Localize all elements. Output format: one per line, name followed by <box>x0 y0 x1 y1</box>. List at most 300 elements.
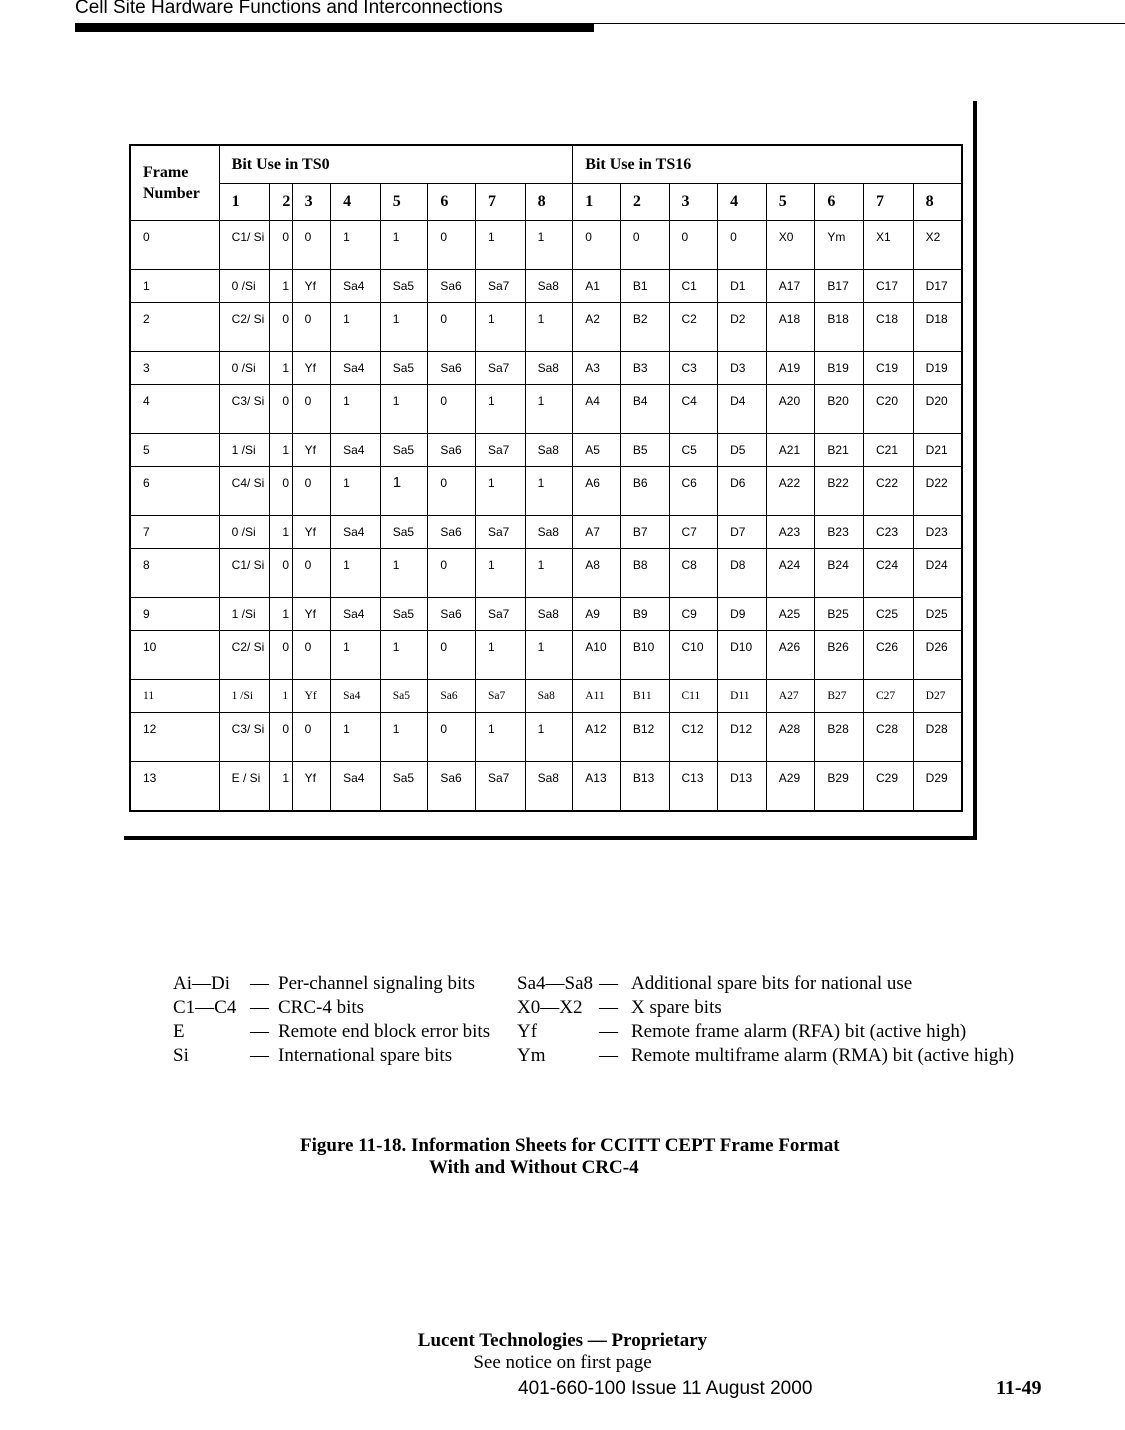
ts0-header: Bit Use in TS0 <box>219 145 573 184</box>
bit-cell: C9 <box>669 598 718 631</box>
bit-cell: Sa8 <box>525 434 573 467</box>
bit-cell: C1/ Si <box>219 549 270 598</box>
bit-cell: B28 <box>815 713 864 762</box>
legend-abbr2: X0—X2 <box>517 997 583 1018</box>
bit-cell: A4 <box>573 385 621 434</box>
table-row <box>130 303 962 352</box>
bit-cell: A2 <box>573 303 621 352</box>
bit-cell: 1 <box>475 221 525 270</box>
table-row <box>130 713 962 762</box>
frame-number-cell: 12 <box>130 713 219 762</box>
legend-abbr1: Si <box>173 1045 189 1066</box>
legend-dash1: — <box>250 1021 269 1042</box>
frame-header-line1: Frame <box>143 164 189 181</box>
bit-cell: 1 /Si <box>219 598 270 631</box>
bit-cell: 0 <box>573 221 621 270</box>
table-row <box>130 434 962 467</box>
bit-number-header: 1 <box>219 184 270 221</box>
bit-cell: D28 <box>913 713 962 762</box>
bit-cell: C6 <box>669 467 718 516</box>
frame-number-cell: 9 <box>130 598 219 631</box>
bit-cell: Sa6 <box>428 598 476 631</box>
bit-cell: 1 <box>525 303 573 352</box>
bit-cell: A22 <box>766 467 815 516</box>
bit-cell: 1 <box>380 385 428 434</box>
bit-cell: A13 <box>573 762 621 811</box>
bit-cell: D7 <box>718 516 767 549</box>
bit-cell: B11 <box>620 680 669 713</box>
legend-abbr2: Ym <box>517 1045 546 1066</box>
bit-cell: Yf <box>292 434 331 467</box>
bit-cell: 1 <box>331 713 381 762</box>
bit-cell: B8 <box>620 549 669 598</box>
frame-number-cell: 10 <box>130 631 219 680</box>
bit-cell: 1 <box>270 434 292 467</box>
bit-cell: C13 <box>669 762 718 811</box>
bit-cell: Yf <box>292 352 331 385</box>
bit-cell: C22 <box>864 467 914 516</box>
bit-cell: Yf <box>292 598 331 631</box>
bit-cell: C26 <box>864 631 914 680</box>
bit-cell: A9 <box>573 598 621 631</box>
bit-cell: C17 <box>864 270 914 303</box>
bit-cell: 0 <box>292 713 331 762</box>
bit-cell: C2/ Si <box>219 631 270 680</box>
bit-cell: C8 <box>669 549 718 598</box>
bit-cell: Ym <box>815 221 864 270</box>
bit-cell: B26 <box>815 631 864 680</box>
table-row <box>130 631 962 680</box>
bit-cell: 1 <box>380 221 428 270</box>
bit-cell: C10 <box>669 631 718 680</box>
bit-cell: B24 <box>815 549 864 598</box>
bit-cell: B17 <box>815 270 864 303</box>
frame-number-cell: 7 <box>130 516 219 549</box>
bit-cell: C1 <box>669 270 718 303</box>
bit-number-header: 8 <box>525 184 573 221</box>
bit-cell: Sa7 <box>475 762 525 811</box>
bit-number-header-row <box>130 184 962 221</box>
bit-cell: Sa7 <box>475 598 525 631</box>
bit-cell: 1 <box>331 303 381 352</box>
bit-cell: Sa8 <box>525 352 573 385</box>
bit-cell: 1 <box>331 467 381 516</box>
legend-abbr1: E <box>173 1021 185 1042</box>
bit-cell: 1 <box>380 303 428 352</box>
figure-frame-right-border <box>973 101 977 840</box>
bit-cell: Sa6 <box>428 270 476 303</box>
footer-company: Lucent Technologies — Proprietary <box>417 1330 708 1351</box>
bit-cell: 1 <box>475 467 525 516</box>
bit-cell: D25 <box>913 598 962 631</box>
bit-cell: 0 <box>428 221 476 270</box>
figure-caption-line2: With and Without CRC-4 <box>429 1157 639 1178</box>
bit-cell: A25 <box>766 598 815 631</box>
bit-cell: A24 <box>766 549 815 598</box>
bit-cell: E / Si <box>219 762 270 811</box>
bit-cell: B7 <box>620 516 669 549</box>
bit-cell: 0 <box>292 385 331 434</box>
footer-notice: See notice on first page <box>473 1352 652 1373</box>
bit-cell: D21 <box>913 434 962 467</box>
table-row <box>130 385 962 434</box>
bit-cell: A23 <box>766 516 815 549</box>
header-rule-thick <box>75 24 594 32</box>
bit-number-header: 4 <box>718 184 767 221</box>
bit-cell: 0 <box>428 631 476 680</box>
table-row <box>130 221 962 270</box>
bit-cell: D9 <box>718 598 767 631</box>
legend-dash1: — <box>250 1045 269 1066</box>
bit-cell: C11 <box>669 680 718 713</box>
bit-cell: 1 <box>525 467 573 516</box>
bit-cell: C4 <box>669 385 718 434</box>
bit-cell: 1 <box>270 680 292 713</box>
bit-cell: C7 <box>669 516 718 549</box>
bit-cell: Yf <box>292 270 331 303</box>
bit-cell: Sa7 <box>475 270 525 303</box>
bit-number-header: 8 <box>913 184 962 221</box>
bit-cell: A20 <box>766 385 815 434</box>
bit-cell: 1 <box>380 467 428 516</box>
legend-desc1: CRC-4 bits <box>278 997 365 1018</box>
legend-abbr1: Ai—Di <box>173 973 230 994</box>
frame-number-cell: 4 <box>130 385 219 434</box>
bit-cell: Sa4 <box>331 598 381 631</box>
legend-desc2: X spare bits <box>631 997 722 1018</box>
bit-cell: 1 <box>525 385 573 434</box>
bit-cell: 1 <box>475 549 525 598</box>
bit-cell: A3 <box>573 352 621 385</box>
bit-cell: 1 <box>270 352 292 385</box>
bit-cell: B23 <box>815 516 864 549</box>
bit-number-header: 6 <box>428 184 476 221</box>
bit-cell: 0 <box>270 713 292 762</box>
table-row <box>130 680 962 713</box>
bit-number-header: 1 <box>573 184 621 221</box>
bit-cell: C2 <box>669 303 718 352</box>
bit-cell: Sa4 <box>331 352 381 385</box>
bit-cell: 1 <box>331 221 381 270</box>
running-header-title: Cell Site Hardware Functions and Interconnections <box>75 0 503 18</box>
frame-table-body <box>130 221 962 811</box>
footer-issue-date: 401-660-100 Issue 11 August 2000 <box>518 1378 813 1399</box>
bit-cell: Sa5 <box>380 352 428 385</box>
frame-number-cell: 13 <box>130 762 219 811</box>
bit-cell: 0 <box>428 303 476 352</box>
bit-cell: 1 <box>475 713 525 762</box>
bit-cell: C5 <box>669 434 718 467</box>
legend-dash1: — <box>250 973 269 994</box>
bit-cell: C21 <box>864 434 914 467</box>
bit-cell: A28 <box>766 713 815 762</box>
bit-cell: D29 <box>913 762 962 811</box>
bit-cell: C18 <box>864 303 914 352</box>
bit-cell: C20 <box>864 385 914 434</box>
bit-number-header: 3 <box>292 184 331 221</box>
bit-cell: 0 <box>292 549 331 598</box>
bit-cell: 1 <box>475 631 525 680</box>
frame-number-cell: 5 <box>130 434 219 467</box>
bit-cell: B6 <box>620 467 669 516</box>
bit-cell: Sa5 <box>380 762 428 811</box>
ts16-header: Bit Use in TS16 <box>573 145 962 184</box>
bit-cell: D8 <box>718 549 767 598</box>
bit-cell: D19 <box>913 352 962 385</box>
bit-cell: Sa8 <box>525 762 573 811</box>
bit-cell: 1 <box>331 631 381 680</box>
bit-cell: Yf <box>292 762 331 811</box>
bit-cell: D17 <box>913 270 962 303</box>
bit-cell: D3 <box>718 352 767 385</box>
bit-cell: C29 <box>864 762 914 811</box>
bit-cell: Sa8 <box>525 516 573 549</box>
bit-cell: D26 <box>913 631 962 680</box>
frame-number-cell: 1 <box>130 270 219 303</box>
bit-cell: A17 <box>766 270 815 303</box>
bit-cell: Sa6 <box>428 762 476 811</box>
bit-cell: B20 <box>815 385 864 434</box>
bit-cell: D23 <box>913 516 962 549</box>
figure-caption <box>300 1135 840 1179</box>
bit-cell: 1 <box>270 762 292 811</box>
bit-cell: Yf <box>292 516 331 549</box>
bit-cell: D2 <box>718 303 767 352</box>
table-row <box>130 762 962 811</box>
bit-cell: 0 /Si <box>219 352 270 385</box>
bit-cell: A19 <box>766 352 815 385</box>
frame-number-cell: 8 <box>130 549 219 598</box>
bit-cell: 0 <box>428 467 476 516</box>
bit-cell: Sa4 <box>331 434 381 467</box>
legend-desc2: Additional spare bits for national use <box>631 973 913 994</box>
bit-cell: Sa8 <box>525 270 573 303</box>
bit-number-header: 5 <box>380 184 428 221</box>
frame-number-cell: 11 <box>130 680 219 713</box>
bit-cell: Sa5 <box>380 516 428 549</box>
bit-cell: A5 <box>573 434 621 467</box>
bit-cell: B29 <box>815 762 864 811</box>
bit-cell: 0 <box>428 713 476 762</box>
bit-cell: B13 <box>620 762 669 811</box>
bit-cell: Sa7 <box>475 434 525 467</box>
table-row <box>130 270 962 303</box>
bit-cell: D27 <box>913 680 962 713</box>
bit-number-header: 7 <box>475 184 525 221</box>
legend-abbr1: C1—C4 <box>173 997 237 1018</box>
bit-cell: B12 <box>620 713 669 762</box>
bit-cell: Sa7 <box>475 680 525 713</box>
bit-cell: 0 <box>292 303 331 352</box>
table-row <box>130 516 962 549</box>
bit-cell: 1 <box>380 549 428 598</box>
frame-number-cell: 3 <box>130 352 219 385</box>
bit-cell: Sa4 <box>331 270 381 303</box>
table-header-row-groups <box>130 145 962 184</box>
legend-dash2: — <box>599 973 618 994</box>
bit-cell: B2 <box>620 303 669 352</box>
bit-cell: A26 <box>766 631 815 680</box>
cept-frame-table <box>129 144 963 812</box>
bit-cell: A29 <box>766 762 815 811</box>
bit-cell: X0 <box>766 221 815 270</box>
bit-cell: D10 <box>718 631 767 680</box>
table-row <box>130 352 962 385</box>
bit-cell: 1 <box>525 631 573 680</box>
bit-cell: Sa8 <box>525 598 573 631</box>
bit-cell: 0 /Si <box>219 516 270 549</box>
legend-desc1: Remote end block error bits <box>278 1021 491 1042</box>
bit-cell: D18 <box>913 303 962 352</box>
bit-cell: 0 /Si <box>219 270 270 303</box>
bit-cell: C27 <box>864 680 914 713</box>
bit-cell: Sa7 <box>475 516 525 549</box>
page-number: 11-49 <box>996 1377 1042 1399</box>
bit-cell: C3/ Si <box>219 713 270 762</box>
bit-cell: 1 <box>270 598 292 631</box>
bit-cell: Sa6 <box>428 434 476 467</box>
bit-cell: Yf <box>292 680 331 713</box>
table-row <box>130 598 962 631</box>
bit-cell: C12 <box>669 713 718 762</box>
bit-cell: B9 <box>620 598 669 631</box>
legend-desc1: Per-channel signaling bits <box>278 973 475 994</box>
bit-cell: C3/ Si <box>219 385 270 434</box>
bit-cell: 1 <box>475 385 525 434</box>
bit-cell: B25 <box>815 598 864 631</box>
bit-cell: Sa5 <box>380 270 428 303</box>
bit-cell: C1/ Si <box>219 221 270 270</box>
bit-cell: 0 <box>669 221 718 270</box>
bit-cell: Sa4 <box>331 762 381 811</box>
bit-cell: B21 <box>815 434 864 467</box>
bit-cell: 1 /Si <box>219 680 270 713</box>
legend-dash2: — <box>599 1021 618 1042</box>
bit-cell: 0 <box>718 221 767 270</box>
bit-number-header: 7 <box>864 184 914 221</box>
bit-cell: Sa6 <box>428 516 476 549</box>
bit-cell: A18 <box>766 303 815 352</box>
bit-cell: 1 <box>331 385 381 434</box>
frame-number-cell: 2 <box>130 303 219 352</box>
figure-frame-bottom-border <box>124 836 977 840</box>
figure-caption-line1: Figure 11-18. Information Sheets for CCITT CEPT Frame Format <box>300 1135 840 1156</box>
bit-cell: B4 <box>620 385 669 434</box>
bit-cell: Sa8 <box>525 680 573 713</box>
bit-cell: 1 <box>270 270 292 303</box>
bit-cell: Sa4 <box>331 680 381 713</box>
bit-cell: B10 <box>620 631 669 680</box>
bit-cell: A27 <box>766 680 815 713</box>
bit-cell: 0 <box>270 221 292 270</box>
bit-cell: A6 <box>573 467 621 516</box>
bit-cell: 0 <box>270 467 292 516</box>
bit-cell: B22 <box>815 467 864 516</box>
bit-cell: C23 <box>864 516 914 549</box>
bit-cell: D12 <box>718 713 767 762</box>
bit-number-header: 2 <box>620 184 669 221</box>
bit-cell: Sa5 <box>380 434 428 467</box>
bit-cell: 1 <box>331 549 381 598</box>
bit-cell: Sa5 <box>380 680 428 713</box>
bit-cell: X2 <box>913 221 962 270</box>
bit-cell: D5 <box>718 434 767 467</box>
legend-dash1: — <box>250 997 269 1018</box>
bit-number-header: 4 <box>331 184 381 221</box>
bit-cell: 0 <box>270 385 292 434</box>
legend-dash2: — <box>599 1045 618 1066</box>
table-row <box>130 467 962 516</box>
bit-cell: D11 <box>718 680 767 713</box>
bit-number-header: 6 <box>815 184 864 221</box>
bit-cell: A8 <box>573 549 621 598</box>
bit-cell: C24 <box>864 549 914 598</box>
bit-cell: C19 <box>864 352 914 385</box>
bit-cell: 1 <box>380 713 428 762</box>
bit-number-header: 5 <box>766 184 815 221</box>
bit-number-header: 2 <box>270 184 292 221</box>
bit-cell: 0 <box>428 549 476 598</box>
bit-cell: A1 <box>573 270 621 303</box>
bit-cell: D24 <box>913 549 962 598</box>
bit-cell: A12 <box>573 713 621 762</box>
bit-cell: C28 <box>864 713 914 762</box>
legend-dash2: — <box>599 997 618 1018</box>
bit-cell: 1 <box>525 221 573 270</box>
bit-cell: 1 <box>380 631 428 680</box>
bit-cell: D13 <box>718 762 767 811</box>
frame-number-header <box>130 145 219 221</box>
bit-cell: 0 <box>270 549 292 598</box>
bit-cell: A11 <box>573 680 621 713</box>
bit-cell: B27 <box>815 680 864 713</box>
bit-cell: Sa5 <box>380 598 428 631</box>
bit-cell: B3 <box>620 352 669 385</box>
frame-number-cell: 6 <box>130 467 219 516</box>
bit-cell: C2/ Si <box>219 303 270 352</box>
bit-cell: C3 <box>669 352 718 385</box>
bit-cell: 0 <box>270 631 292 680</box>
bit-cell: A21 <box>766 434 815 467</box>
legend-desc2: Remote frame alarm (RFA) bit (active high) <box>631 1021 967 1042</box>
bit-cell: 1 <box>525 713 573 762</box>
bit-cell: Sa6 <box>428 352 476 385</box>
frame-number-cell: 0 <box>130 221 219 270</box>
bit-cell: 0 <box>292 467 331 516</box>
bit-cell: A10 <box>573 631 621 680</box>
bit-cell: B5 <box>620 434 669 467</box>
bit-cell: 0 <box>620 221 669 270</box>
table-row <box>130 549 962 598</box>
bit-cell: 1 <box>475 303 525 352</box>
bit-cell: 1 /Si <box>219 434 270 467</box>
bit-cell: 0 <box>270 303 292 352</box>
bit-number-header: 3 <box>669 184 718 221</box>
bit-cell: Sa6 <box>428 680 476 713</box>
frame-header-line2: Number <box>143 185 200 202</box>
bit-cell: D1 <box>718 270 767 303</box>
bit-cell: 1 <box>270 516 292 549</box>
bit-cell: Sa7 <box>475 352 525 385</box>
bit-cell: C4/ Si <box>219 467 270 516</box>
bit-cell: 0 <box>292 631 331 680</box>
bit-cell: D6 <box>718 467 767 516</box>
bit-cell: C25 <box>864 598 914 631</box>
bit-cell: X1 <box>864 221 914 270</box>
bit-cell: 0 <box>428 385 476 434</box>
bit-cell: Sa4 <box>331 516 381 549</box>
bit-cell: A7 <box>573 516 621 549</box>
